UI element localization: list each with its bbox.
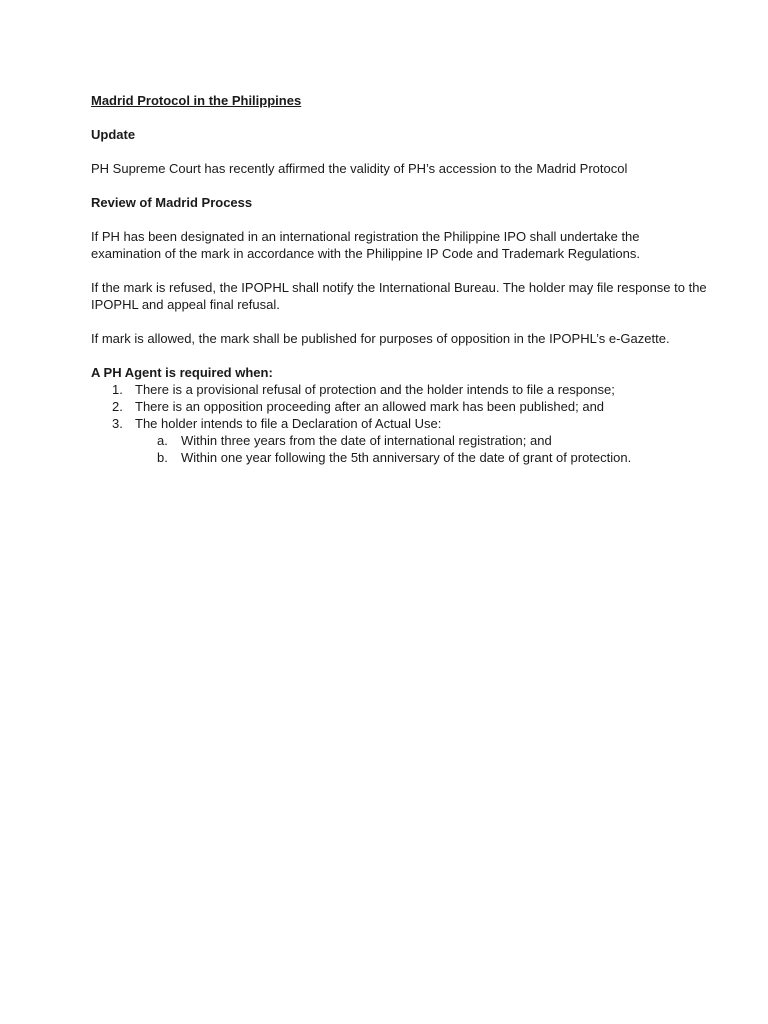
list-item-text: There is a provisional refusal of protection and the holder intends to file a response; (135, 382, 615, 397)
update-heading: Update (91, 127, 136, 142)
designation-paragraph: If PH has been designated in an international registration the Philippine IPO shall undertake the examination of the mark in accordance with the Philippine IP Code and Trademark Regulations. (91, 229, 640, 261)
agent-requirements-list (91, 381, 711, 466)
review-heading: Review of Madrid Process (91, 195, 253, 210)
sublist-item-text: Within one year following the 5th anniversary of the date of grant of protection. (181, 450, 632, 465)
document-title: Madrid Protocol in the Philippines (91, 93, 302, 108)
refusal-paragraph: If the mark is refused, the IPOPHL shall notify the International Bureau. The holder may file response to the IPOPHL and appeal final refusal. (91, 280, 707, 312)
list-marker: 3. (112, 416, 123, 431)
list-marker: 1. (112, 382, 123, 397)
list-item-text: The holder intends to file a Declaration of Actual Use: (135, 416, 442, 431)
update-paragraph: PH Supreme Court has recently affirmed the validity of PH’s accession to the Madrid Protocol (91, 161, 628, 176)
sublist-marker: b. (157, 450, 168, 465)
list-item (91, 415, 711, 466)
list-item-text: There is an opposition proceeding after an allowed mark has been published; and (135, 399, 605, 414)
document-page (91, 92, 711, 466)
allowed-paragraph: If mark is allowed, the mark shall be published for purposes of opposition in the IPOPHL’s e-Gazette. (91, 331, 670, 346)
sublist-item (135, 449, 711, 466)
declaration-sublist (135, 432, 711, 466)
sublist-item-text: Within three years from the date of international registration; and (181, 433, 552, 448)
agent-heading: A PH Agent is required when: (91, 365, 273, 380)
list-item (91, 398, 711, 415)
sublist-marker: a. (157, 433, 168, 448)
list-marker: 2. (112, 399, 123, 414)
sublist-item (135, 432, 711, 449)
list-item (91, 381, 711, 398)
